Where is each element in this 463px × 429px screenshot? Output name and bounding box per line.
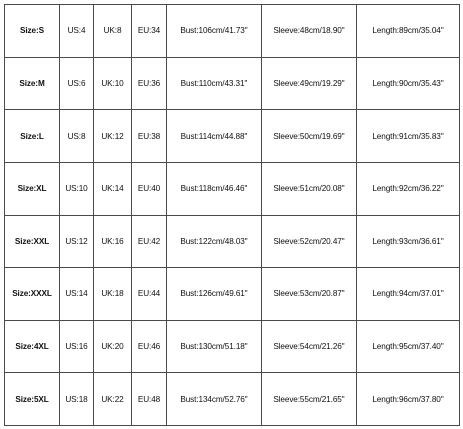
eu-size-cell: EU:42	[132, 215, 167, 268]
eu-size-cell: EU:38	[132, 110, 167, 163]
sleeve-cell: Sleeve:51cm/20.08''	[262, 162, 357, 215]
length-cell: Length:96cm/37.80''	[357, 373, 460, 426]
eu-size-cell: EU:36	[132, 57, 167, 110]
us-size-cell: US:16	[60, 320, 94, 373]
uk-size-cell: UK:10	[94, 57, 132, 110]
us-size-cell: US:8	[60, 110, 94, 163]
size-cell: Size:L	[5, 110, 60, 163]
us-size-cell: US:4	[60, 5, 94, 58]
sleeve-cell: Sleeve:52cm/20.47''	[262, 215, 357, 268]
length-cell: Length:92cm/36.22''	[357, 162, 460, 215]
eu-size-cell: EU:44	[132, 268, 167, 321]
bust-cell: Bust:122cm/48.03''	[167, 215, 262, 268]
table-row	[5, 57, 460, 110]
bust-cell: Bust:118cm/46.46''	[167, 162, 262, 215]
size-cell: Size:XXL	[5, 215, 60, 268]
uk-size-cell: UK:12	[94, 110, 132, 163]
table-row	[5, 162, 460, 215]
uk-size-cell: UK:8	[94, 5, 132, 58]
length-cell: Length:93cm/36.61''	[357, 215, 460, 268]
bust-cell: Bust:110cm/43.31''	[167, 57, 262, 110]
size-cell: Size:S	[5, 5, 60, 58]
us-size-cell: US:14	[60, 268, 94, 321]
sleeve-cell: Sleeve:48cm/18.90''	[262, 5, 357, 58]
table-row	[5, 320, 460, 373]
sleeve-cell: Sleeve:49cm/19.29''	[262, 57, 357, 110]
size-chart-body	[5, 5, 460, 426]
sleeve-cell: Sleeve:55cm/21.65''	[262, 373, 357, 426]
bust-cell: Bust:134cm/52.76''	[167, 373, 262, 426]
table-row	[5, 373, 460, 426]
uk-size-cell: UK:14	[94, 162, 132, 215]
size-cell: Size:XXXL	[5, 268, 60, 321]
length-cell: Length:90cm/35.43''	[357, 57, 460, 110]
sleeve-cell: Sleeve:50cm/19.69''	[262, 110, 357, 163]
table-row	[5, 268, 460, 321]
us-size-cell: US:6	[60, 57, 94, 110]
length-cell: Length:89cm/35.04''	[357, 5, 460, 58]
uk-size-cell: UK:16	[94, 215, 132, 268]
length-cell: Length:91cm/35.83''	[357, 110, 460, 163]
us-size-cell: US:18	[60, 373, 94, 426]
length-cell: Length:95cm/37.40''	[357, 320, 460, 373]
uk-size-cell: UK:22	[94, 373, 132, 426]
length-cell: Length:94cm/37.01''	[357, 268, 460, 321]
bust-cell: Bust:114cm/44.88''	[167, 110, 262, 163]
size-cell: Size:5XL	[5, 373, 60, 426]
eu-size-cell: EU:46	[132, 320, 167, 373]
sleeve-cell: Sleeve:54cm/21.26''	[262, 320, 357, 373]
eu-size-cell: EU:48	[132, 373, 167, 426]
table-row	[5, 110, 460, 163]
us-size-cell: US:12	[60, 215, 94, 268]
table-row	[5, 5, 460, 58]
us-size-cell: US:10	[60, 162, 94, 215]
eu-size-cell: EU:40	[132, 162, 167, 215]
uk-size-cell: UK:20	[94, 320, 132, 373]
bust-cell: Bust:106cm/41.73''	[167, 5, 262, 58]
size-cell: Size:XL	[5, 162, 60, 215]
bust-cell: Bust:130cm/51.18''	[167, 320, 262, 373]
bust-cell: Bust:126cm/49.61''	[167, 268, 262, 321]
sleeve-cell: Sleeve:53cm/20.87''	[262, 268, 357, 321]
eu-size-cell: EU:34	[132, 5, 167, 58]
size-cell: Size:M	[5, 57, 60, 110]
table-row	[5, 215, 460, 268]
uk-size-cell: UK:18	[94, 268, 132, 321]
size-chart-table	[4, 4, 460, 426]
size-cell: Size:4XL	[5, 320, 60, 373]
